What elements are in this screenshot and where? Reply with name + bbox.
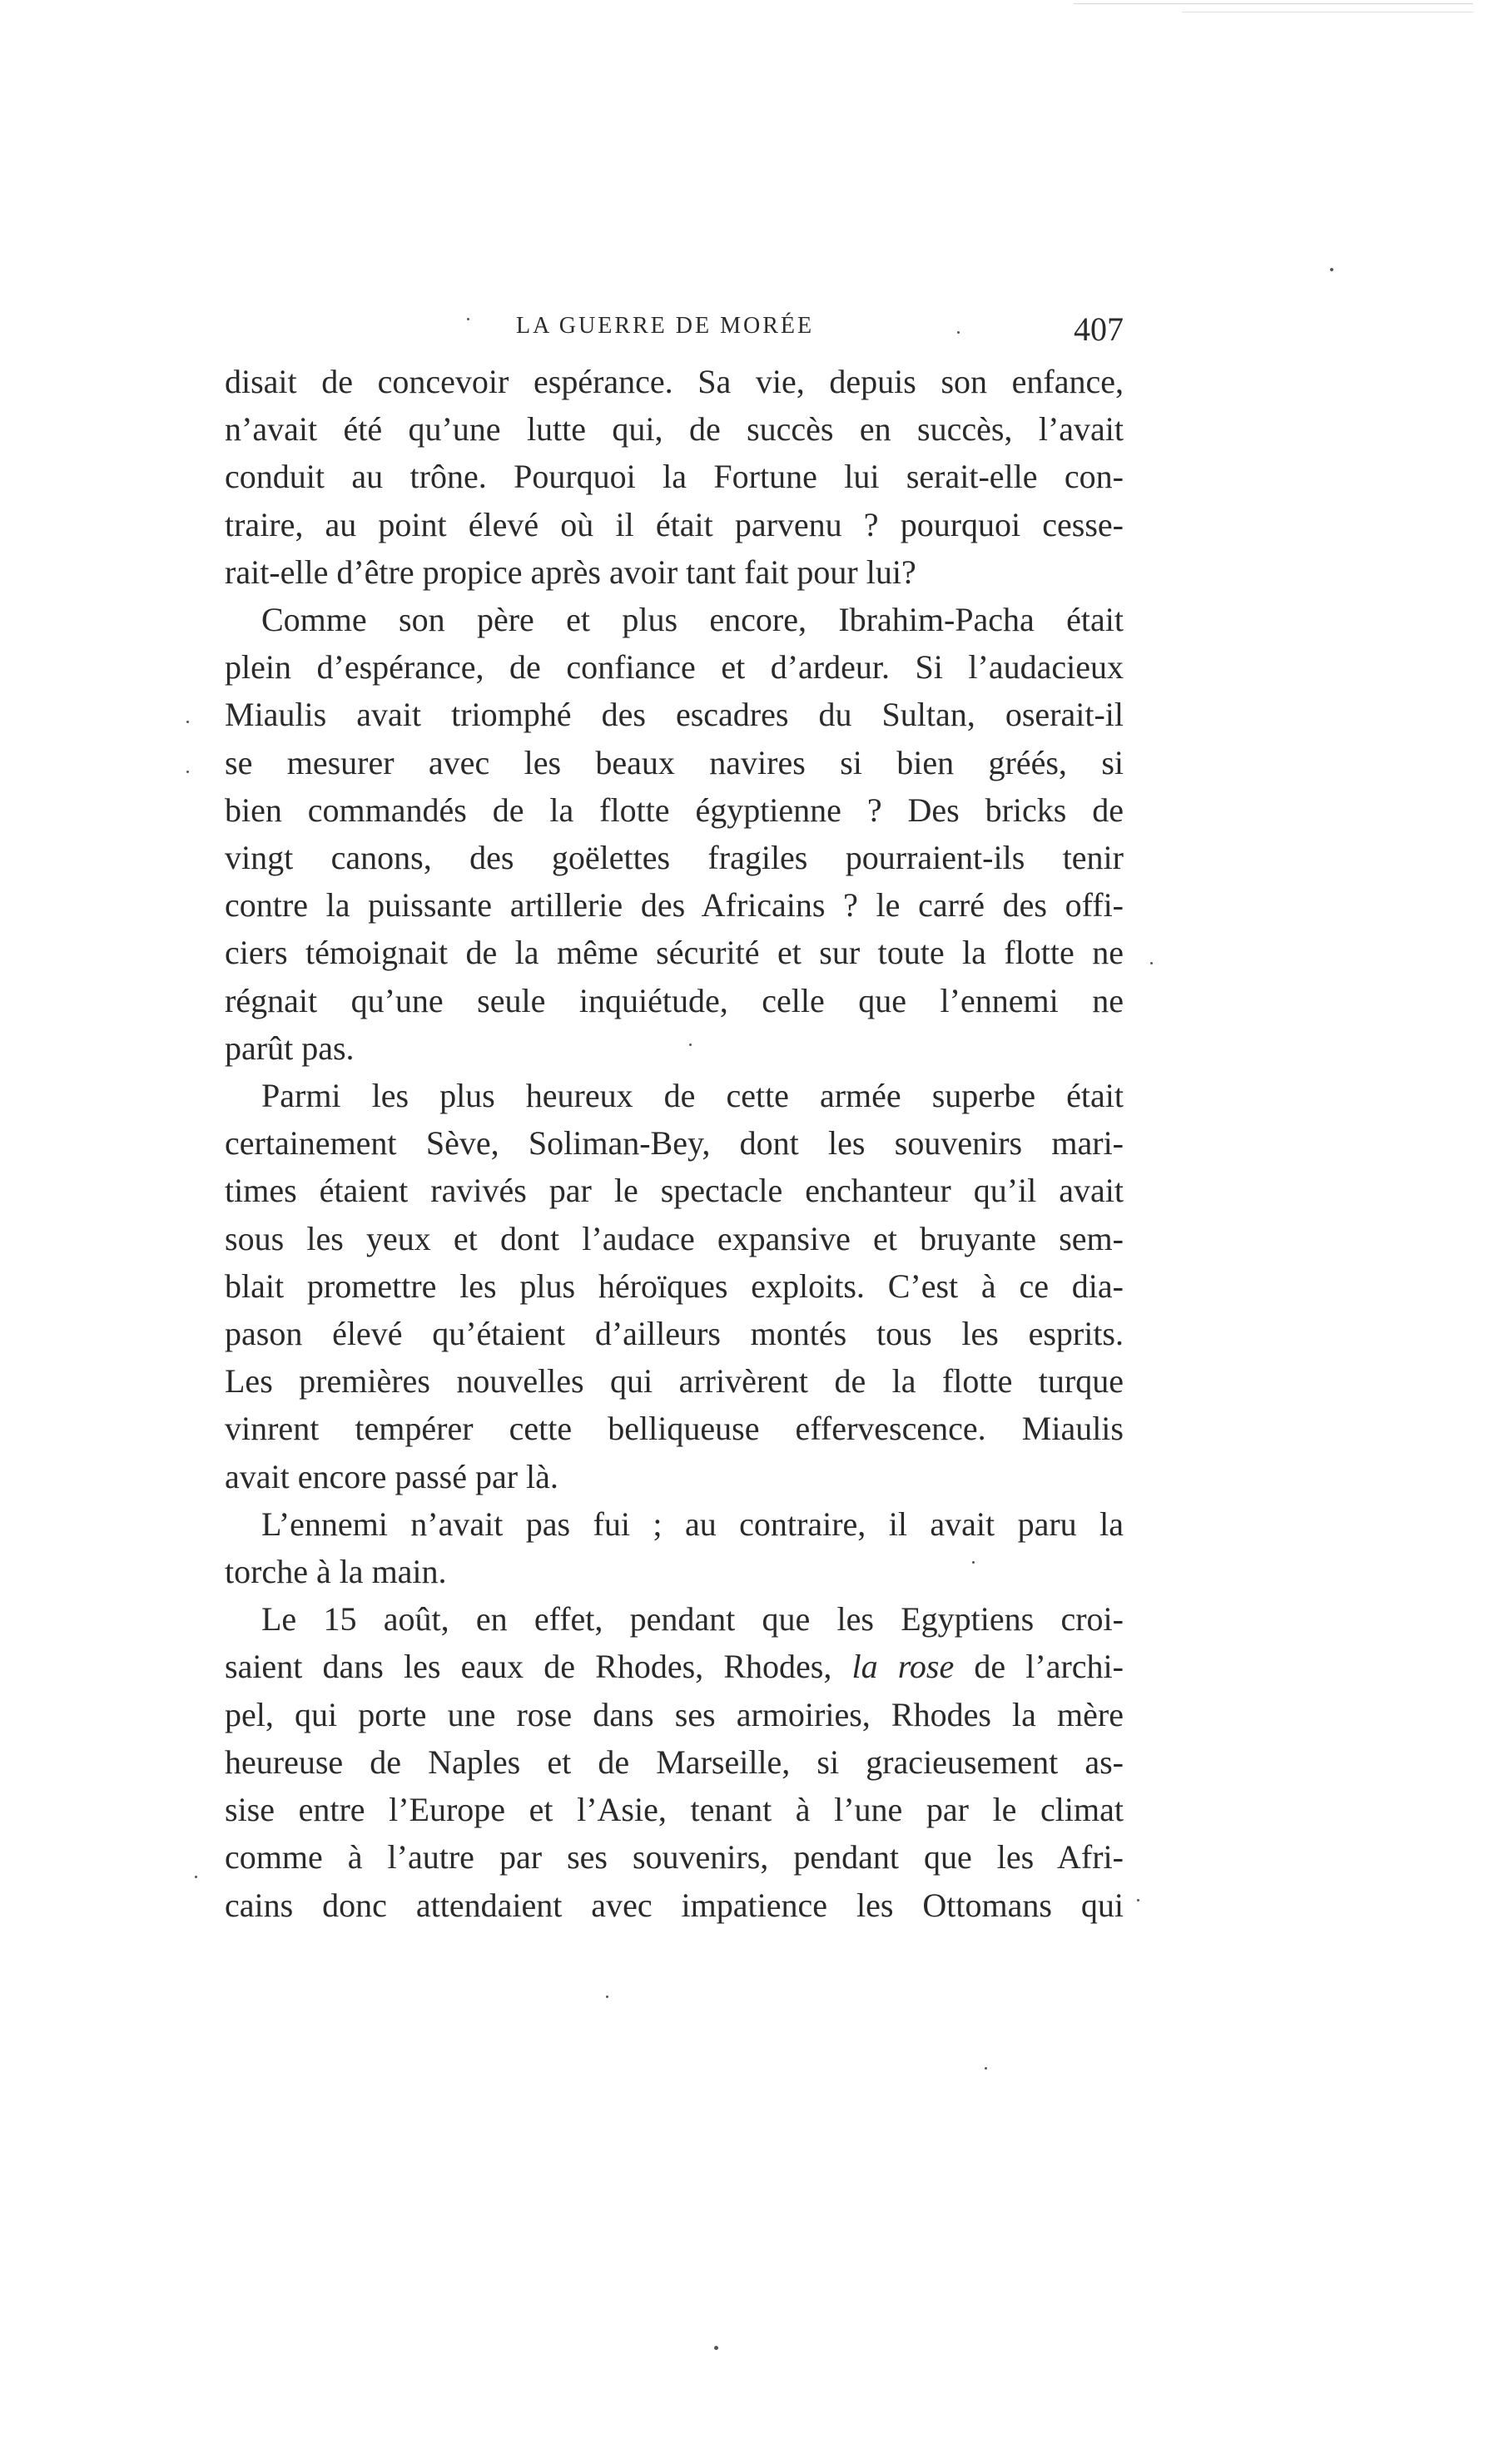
text-line xyxy=(225,1595,1124,1643)
text-line: n’avait été qu’une lutte qui, de succès en succès, l’avait xyxy=(225,410,1124,449)
text-line: blait promettre les plus héroïques exploits. C’est à ce dia- xyxy=(225,1267,1124,1305)
text-line: avait encore passé par là. xyxy=(225,1457,558,1495)
text-run: cains donc attendaient avec impatience les Ottomans qui xyxy=(225,1886,1124,1924)
text-line xyxy=(225,1643,1124,1690)
paragraph xyxy=(225,1595,1124,1928)
text-line: ciers témoignait de la même sécurité et sur toute la flotte ne xyxy=(225,934,1124,972)
text-run: de l’archi- xyxy=(954,1648,1124,1686)
text-line: Parmi les plus heureux de cette armée superbe était xyxy=(261,1077,1124,1115)
paragraph xyxy=(225,1072,1124,1500)
text-line: times étaient ravivés par le spectacle enchanteur qu’il avait xyxy=(225,1172,1124,1210)
scan-speck xyxy=(1150,962,1153,964)
text-line: Miaulis avait triomphé des escadres du Sultan, oserait-il xyxy=(225,696,1124,734)
text-line xyxy=(225,1881,1124,1929)
text-line: contre la puissante artillerie des Africains ? le carré des offi- xyxy=(225,886,1124,925)
scan-speck xyxy=(957,331,960,334)
text-line: vinrent tempérer cette belliqueuse effervescence. Miaulis xyxy=(225,1410,1124,1448)
text-line xyxy=(225,1738,1124,1786)
running-title: LA GUERRE DE MORÉE xyxy=(516,313,815,339)
scan-speck xyxy=(467,318,469,320)
text-run: Le 15 août, en effet, pendant que les Egyptiens croi- xyxy=(261,1600,1124,1639)
paragraph xyxy=(225,596,1124,1072)
page-number: 407 xyxy=(1074,310,1124,348)
text-run: pel, qui porte une rose dans ses armoiries, Rhodes la mère xyxy=(225,1695,1124,1733)
text-line: se mesurer avec les beaux navires si bien gréés, si xyxy=(225,743,1124,781)
paragraph xyxy=(225,358,1124,596)
text-run: sise entre l’Europe et l’Asie, tenant à l’une par le climat xyxy=(225,1791,1124,1829)
text-run: comme à l’autre par ses souvenirs, pendant que les Afri- xyxy=(225,1838,1124,1877)
scan-speck xyxy=(714,2346,718,2350)
text-line xyxy=(225,1691,1124,1738)
text-run: heureuse de Naples et de Marseille, si gracieusement as- xyxy=(225,1743,1124,1781)
text-line xyxy=(225,1833,1124,1881)
text-line: bien commandés de la flotte égyptienne ? Des bricks de xyxy=(225,791,1124,829)
text-run: saient dans les eaux de Rhodes, Rhodes, xyxy=(225,1648,852,1686)
paragraph xyxy=(225,1500,1124,1595)
scan-speck xyxy=(972,1561,975,1564)
scan-speck xyxy=(689,1044,692,1046)
running-header xyxy=(225,310,1124,351)
text-line: conduit au trône. Pourquoi la Fortune lui serait-elle con- xyxy=(225,458,1124,496)
scan-speck xyxy=(186,771,189,773)
text-line: rait-elle d’être propice après avoir tant fait pour lui? xyxy=(225,553,916,591)
scan-speck xyxy=(1137,1899,1139,1901)
text-line xyxy=(225,1786,1124,1833)
scan-speck xyxy=(186,721,189,723)
body-text xyxy=(225,358,1124,1929)
text-line: certainement Sève, Soliman-Bey, dont les souvenirs mari- xyxy=(225,1124,1124,1163)
text-line: disait de concevoir espérance. Sa vie, depuis son enfance, xyxy=(225,363,1124,400)
text-line: sous les yeux et dont l’audace expansive et bruyante sem- xyxy=(225,1219,1124,1257)
italic-run: la rose xyxy=(851,1648,955,1686)
text-line: L’ennemi n’avait pas fui ; au contraire, il avait paru la xyxy=(261,1505,1124,1543)
text-line: régnait qu’une seule inquiétude, celle que l’ennemi ne xyxy=(225,981,1124,1019)
text-line: plein d’espérance, de confiance et d’ardeur. Si l’audacieux xyxy=(225,648,1124,687)
scan-speck xyxy=(606,1995,608,1998)
scan-edge-line xyxy=(1074,3,1473,4)
text-line: pason élevé qu’étaient d’ailleurs montés tous les esprits. xyxy=(225,1315,1124,1353)
scan-speck xyxy=(195,1876,197,1878)
text-line: torche à la main. xyxy=(225,1553,447,1591)
scan-speck xyxy=(1330,268,1333,271)
text-line: Les premières nouvelles qui arrivèrent de la flotte turque xyxy=(225,1362,1124,1401)
text-line: vingt canons, des goëlettes fragiles pourraient-ils tenir xyxy=(225,839,1124,877)
text-line: parût pas. xyxy=(225,1029,355,1067)
text-line: traire, au point élevé où il était parvenu ? pourquoi cesse- xyxy=(225,505,1124,543)
scan-speck xyxy=(985,2067,987,2070)
text-line: Comme son père et plus encore, Ibrahim-Pacha était xyxy=(261,601,1124,639)
